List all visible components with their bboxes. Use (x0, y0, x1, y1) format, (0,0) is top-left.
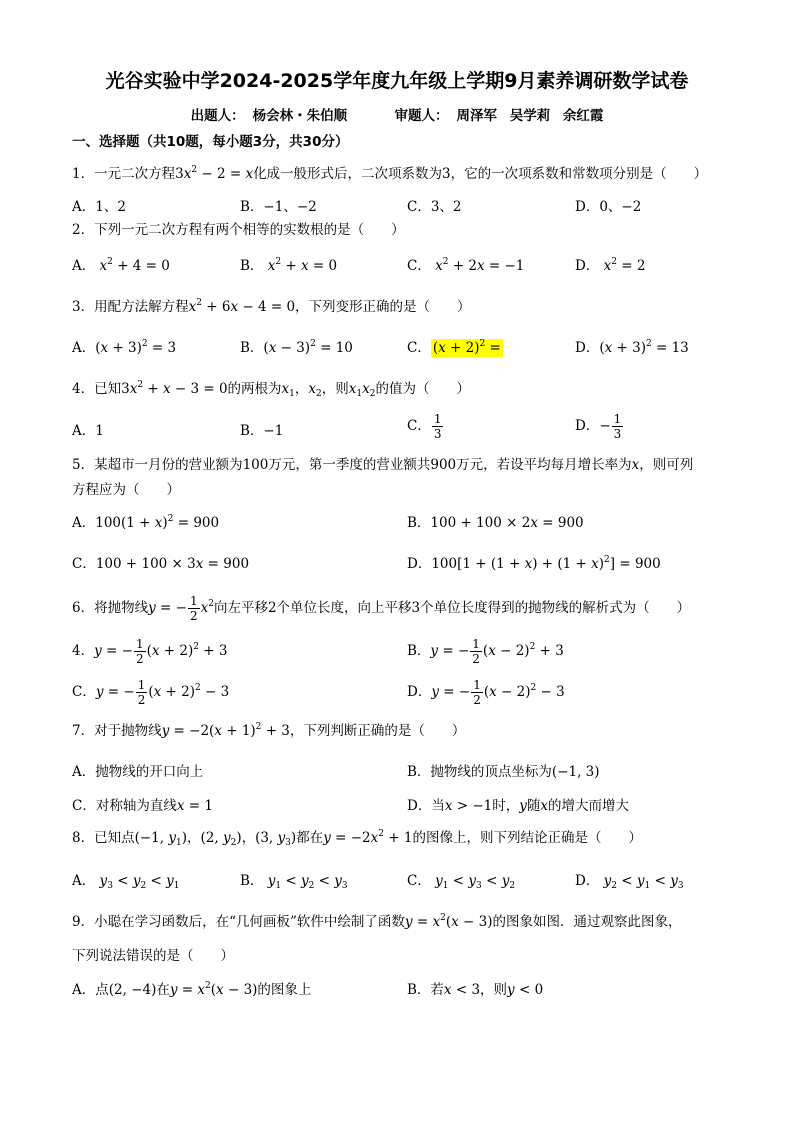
q8-option-a: A． $y_3 < y_2 < y_1$ (72, 873, 180, 891)
q5-option-c: C．100 + 100 × 3x = 900 (72, 556, 250, 572)
q6-option-d: D．y = − $\frac{1}{2}$ $(x - 2)^2 - 3$ (407, 678, 565, 707)
setters: 杨会林・朱伯顺 (252, 108, 348, 124)
q2-option-d: D． $x^2 = 2$ (575, 257, 646, 274)
question-4: 4．已知$3x^2 + x - 3 = 0$的两根为$x_1$，$x_2$，则$x_1x_2$的值为（ ） (72, 380, 470, 399)
q1-option-c: C．3、2 (407, 199, 462, 215)
q2-option-c: C． $x^2 + 2x = -1$ (407, 257, 525, 274)
q3-option-a: A．$(x + 3)^2 = 3$ (72, 339, 177, 356)
q7-option-d: D．当x > −1时，y随x的增大而增大 (407, 798, 630, 814)
q7-option-b: B．抛物线的顶点坐标为(−1, 3) (407, 764, 600, 780)
reviewer-3: 余红霞 (562, 108, 604, 124)
q3-option-c: C． $(x + 2)^2$ = (407, 339, 501, 356)
q5-option-b: B．100 + 100 × 2x = 900 (407, 515, 584, 531)
q3-option-d: D．$(x + 3)^2 = 13$ (575, 339, 689, 356)
q8-option-d: D． $y_2 < y_1 < y_3$ (575, 873, 684, 891)
q5-option-d: D．$100[1 + (1 + x) + (1 + x)^2] = 900$ (407, 555, 661, 572)
q4-option-a: A．1 (72, 423, 104, 439)
section-heading-choice: 一、选择题（共10题，每小题3分，共30分） (72, 134, 349, 150)
q5-option-a: A．$100(1 + x)^2 = 900$ (72, 514, 220, 531)
setter-label: 出题人： (190, 108, 245, 124)
q7-option-c: C．对称轴为直线x = 1 (72, 798, 213, 814)
authors-line (0, 104, 794, 124)
highlight-mark: $(x + 2)^2$ = (432, 339, 501, 356)
reviewer-2: 吴学莉 (509, 108, 551, 124)
question-9: 9．小聪在学习函数后，在“几何画板”软件中绘制了函数$y = x^2(x - 3)$的图象如图．通过观察此图象， (72, 913, 682, 930)
q1-option-a: A．1、2 (72, 199, 126, 215)
reviewer-1: 周泽军 (456, 108, 497, 124)
q9-option-b: B．若x < 3，则y < 0 (407, 982, 544, 998)
question-5: 5．某超市一月份的营业额为100万元，第一季度的营业额共900万元，若设平均每月增长率为x，则可列 (72, 457, 694, 473)
q4-option-d: D．− $\frac{1}{3}$ (575, 412, 622, 441)
q4-option-b: B．−1 (240, 423, 284, 439)
question-5-line2: 方程应为（ ） (72, 482, 180, 498)
exam-title: 光谷实验中学2024-2025学年度九年级上学期9月素养调研数学试卷 (105, 70, 689, 92)
question-9-line2: 下列说法错误的是（ ） (72, 948, 234, 964)
question-6: 6．将抛物线y = − $\frac{1}{2}$ $x^2$向左平移2个单位长度，向上平移3个单位长度得到的抛物线的解析式为（ ） (72, 594, 691, 623)
q1-option-b: B．−1、−2 (240, 199, 317, 215)
question-8: 8．已知点(−1, $y_1$)，(2, $y_2$)，(3, $y_3$)都在$y = -2x^2 + 1$的图像上，则下列结论正确是（ ） (72, 829, 642, 848)
q2-option-b: B． $x^2 + x = 0$ (240, 257, 338, 274)
q2-option-a: A． $x^2 + 4 = 0$ (72, 257, 170, 274)
question-7: 7．对于抛物线$y = -2(x + 1)^2 + 3$，下列判断正确的是（ ） (72, 722, 466, 739)
q8-option-c: C． $y_1 < y_3 < y_2$ (407, 873, 516, 891)
q9-option-a: A．点(2, −4)在$y = x^2(x - 3)$的图象上 (72, 981, 312, 998)
question-2: 2．下列一元二次方程有两个相等的实数根的是（ ） (72, 222, 405, 238)
q6-option-c: C．y = − $\frac{1}{2}$ $(x + 2)^2 - 3$ (72, 678, 230, 707)
q6-option-a: 4．y = − $\frac{1}{2}$ $(x + 2)^2 + 3$ (72, 637, 228, 666)
question-1: 1．一元二次方程$3x^2 - 2 = x$化成一般形式后，二次项系数为3，它的一次项系数和常数项分别是（ ） (72, 165, 708, 182)
q3-option-b: B．$(x - 3)^2 = 10$ (240, 339, 353, 356)
q1-option-d: D．0、−2 (575, 199, 642, 215)
q6-option-b: B．y = − $\frac{1}{2}$ $(x - 2)^2 + 3$ (407, 637, 564, 666)
question-3: 3．用配方法解方程$x^2 + 6x - 4 = 0$，下列变形正确的是（ ） (72, 298, 471, 315)
q7-option-a: A．抛物线的开口向上 (72, 764, 204, 780)
reviewer-label: 审题人： (394, 108, 449, 124)
q8-option-b: B． $y_1 < y_2 < y_3$ (240, 873, 348, 891)
q4-option-c: C． $\frac{1}{3}$ (407, 412, 442, 441)
